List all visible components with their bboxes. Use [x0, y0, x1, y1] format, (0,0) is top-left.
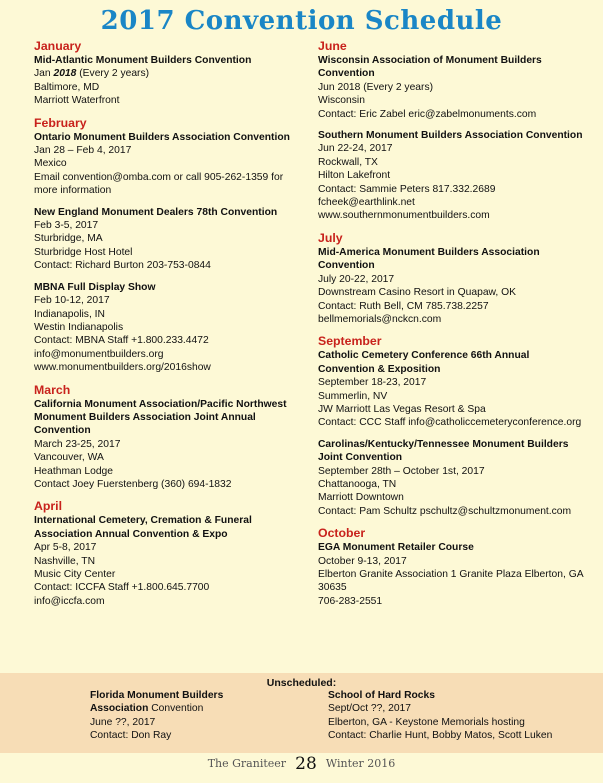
- event-contact: Contact: ICCFA Staff +1.800.645.7700: [34, 582, 210, 594]
- event-southern: [318, 129, 588, 223]
- event-date: June ??, 2017: [90, 716, 156, 728]
- event-california: [34, 383, 304, 492]
- event-location: Indianapolis, IN: [34, 308, 105, 320]
- event-new-england: [34, 206, 304, 273]
- event-name: Florida Monument Builders: [90, 690, 224, 701]
- event-location: Vancouver, WA: [34, 452, 104, 464]
- event-date: September 28th – October 1st, 2017: [318, 465, 485, 477]
- month-heading: February: [34, 115, 87, 130]
- event-contact: Contact Joey Fuerstenberg (360) 694-1832: [34, 478, 232, 490]
- unscheduled-section: [0, 673, 603, 753]
- event-date: Apr 5-8, 2017: [34, 542, 97, 554]
- event-date: Jun 2018 (Every 2 years): [318, 81, 434, 93]
- event-location: Wisconsin: [318, 95, 365, 107]
- event-date: September 18-23, 2017: [318, 377, 427, 389]
- event-venue: Westin Indianapolis: [34, 321, 124, 333]
- event-location: Baltimore, MD: [34, 81, 100, 93]
- publication-name: The Graniteer: [207, 757, 287, 770]
- right-column: [318, 38, 588, 616]
- event-name: International Cemetery, Cremation & Funeral Association Annual Convention & Expo: [34, 515, 252, 540]
- event-mbna: [34, 281, 304, 375]
- month-heading: July: [318, 230, 343, 245]
- event-email: info@monumentbuilders.org: [34, 348, 164, 360]
- event-location: Rockwall, TX: [318, 156, 378, 168]
- event-venue: Hilton Lakefront: [318, 170, 391, 182]
- event-phone: 706-283-2551: [318, 595, 383, 607]
- issue-name: Winter 2016: [325, 757, 396, 770]
- event-date: Jan 2018 (Every 2 years): [34, 68, 150, 80]
- event-name: School of Hard Rocks: [328, 690, 435, 701]
- event-contact: Contact: Ruth Bell, CM 785.738.2257: [318, 300, 489, 312]
- event-ega: [318, 526, 588, 608]
- event-name: New England Monument Dealers 78th Convention: [34, 206, 278, 218]
- event-email: bellmemorials@nckcn.com: [318, 313, 442, 325]
- month-heading: April: [34, 499, 63, 514]
- event-date: Jun 22-24, 2017: [318, 143, 393, 155]
- event-catholic-cemetery: [318, 334, 588, 429]
- event-iccfa: [34, 499, 304, 608]
- month-heading: January: [34, 39, 82, 53]
- event-wisconsin: [318, 39, 588, 121]
- event-name: Ontario Monument Builders Association Convention: [34, 131, 290, 143]
- event-venue: Marriott Waterfront: [34, 95, 120, 107]
- event-venue: Elberton Granite Association 1 Granite Plaza Elberton, GA 30635: [318, 569, 584, 594]
- event-contact: Contact: Charlie Hunt, Bobby Matos, Scott Luken: [328, 730, 553, 742]
- event-location: Sturbridge, MA: [34, 233, 103, 245]
- event-date: Jan 28 – Feb 4, 2017: [34, 145, 132, 157]
- event-location: Chattanooga, TN: [318, 478, 397, 490]
- event-name: Wisconsin Association of Monument Builders Convention: [318, 55, 542, 80]
- event-contact: Contact: Richard Burton 203-753-0844: [34, 260, 211, 272]
- page-title: 2017 Convention Schedule: [100, 6, 503, 36]
- event-date: Feb 3-5, 2017: [34, 220, 99, 232]
- event-contact: Contact: Don Ray: [90, 730, 172, 742]
- event-website: www.monumentbuilders.org/2016show: [34, 362, 211, 374]
- event-date: Feb 10-12, 2017: [34, 295, 110, 307]
- left-column: [34, 38, 304, 616]
- event-contact: Contact: CCC Staff info@catholiccemeteryconference.org: [318, 417, 582, 429]
- unscheduled-florida: [90, 689, 290, 743]
- event-name: Mid-America Monument Builders Association Convention: [318, 246, 540, 272]
- event-mid-atlantic: [34, 39, 304, 108]
- event-name: California Monument Association/Pacific Northwest Monument Builders Association Joint Annual Convention: [34, 398, 287, 437]
- unscheduled-title: Unscheduled:: [266, 677, 337, 689]
- event-date: March 23-25, 2017: [34, 438, 121, 450]
- event-location: Summerlin, NV: [318, 390, 388, 402]
- page-number: 28: [295, 753, 317, 774]
- event-location: Nashville, TN: [34, 555, 96, 567]
- event-date: October 9-13, 2017: [318, 555, 407, 567]
- event-contact: Contact: MBNA Staff +1.800.233.4472: [34, 335, 209, 347]
- event-email: info@iccfa.com: [34, 595, 105, 607]
- event-date: July 20-22, 2017: [318, 273, 395, 285]
- event-ontario: [34, 116, 304, 198]
- event-name: Southern Monument Builders Association Convention: [318, 130, 583, 142]
- event-name: MBNA Full Display Show: [34, 281, 156, 293]
- event-mid-america: [318, 231, 588, 326]
- month-heading: June: [318, 39, 347, 53]
- event-venue: Sturbridge Host Hotel: [34, 246, 133, 258]
- unscheduled-hard-rocks: [328, 689, 598, 743]
- event-date: Sept/Oct ??, 2017: [328, 703, 412, 715]
- event-contact: Contact: Pam Schultz pschultz@schultzmonument.com: [318, 505, 572, 517]
- event-location: Mexico: [34, 158, 67, 170]
- event-venue: Downstream Casino Resort in Quapaw, OK: [318, 287, 517, 299]
- event-name-cont: Association Convention: [90, 703, 204, 715]
- month-heading: March: [34, 382, 71, 397]
- event-venue: Heathman Lodge: [34, 465, 114, 477]
- event-contact: Email convention@omba.com or call 905-262-1359 for more information: [34, 171, 284, 197]
- event-venue: Music City Center: [34, 569, 116, 580]
- event-contact: Contact: Sammie Peters 817.332.2689 fcheek@earthlink.net www.southernmonumentbuilders.com: [318, 183, 496, 222]
- event-name: EGA Monument Retailer Course: [318, 542, 474, 554]
- event-venue: Marriott Downtown: [318, 492, 404, 504]
- event-contact: Contact: Eric Zabel eric@zabelmonuments.com: [318, 108, 537, 120]
- event-name: Carolinas/Kentucky/Tennessee Monument Builders Joint Convention: [318, 438, 569, 464]
- event-venue: JW Marriott Las Vegas Resort & Spa: [318, 403, 486, 415]
- event-name: Catholic Cemetery Conference 66th Annual Convention & Exposition: [318, 350, 530, 375]
- month-heading: September: [318, 334, 382, 349]
- month-heading: October: [318, 526, 366, 541]
- event-name: Mid-Atlantic Monument Builders Convention: [34, 55, 252, 66]
- page-footer: [0, 753, 603, 783]
- event-location: Elberton, GA - Keystone Memorials hosting: [328, 716, 525, 728]
- event-carolinas: [318, 438, 588, 518]
